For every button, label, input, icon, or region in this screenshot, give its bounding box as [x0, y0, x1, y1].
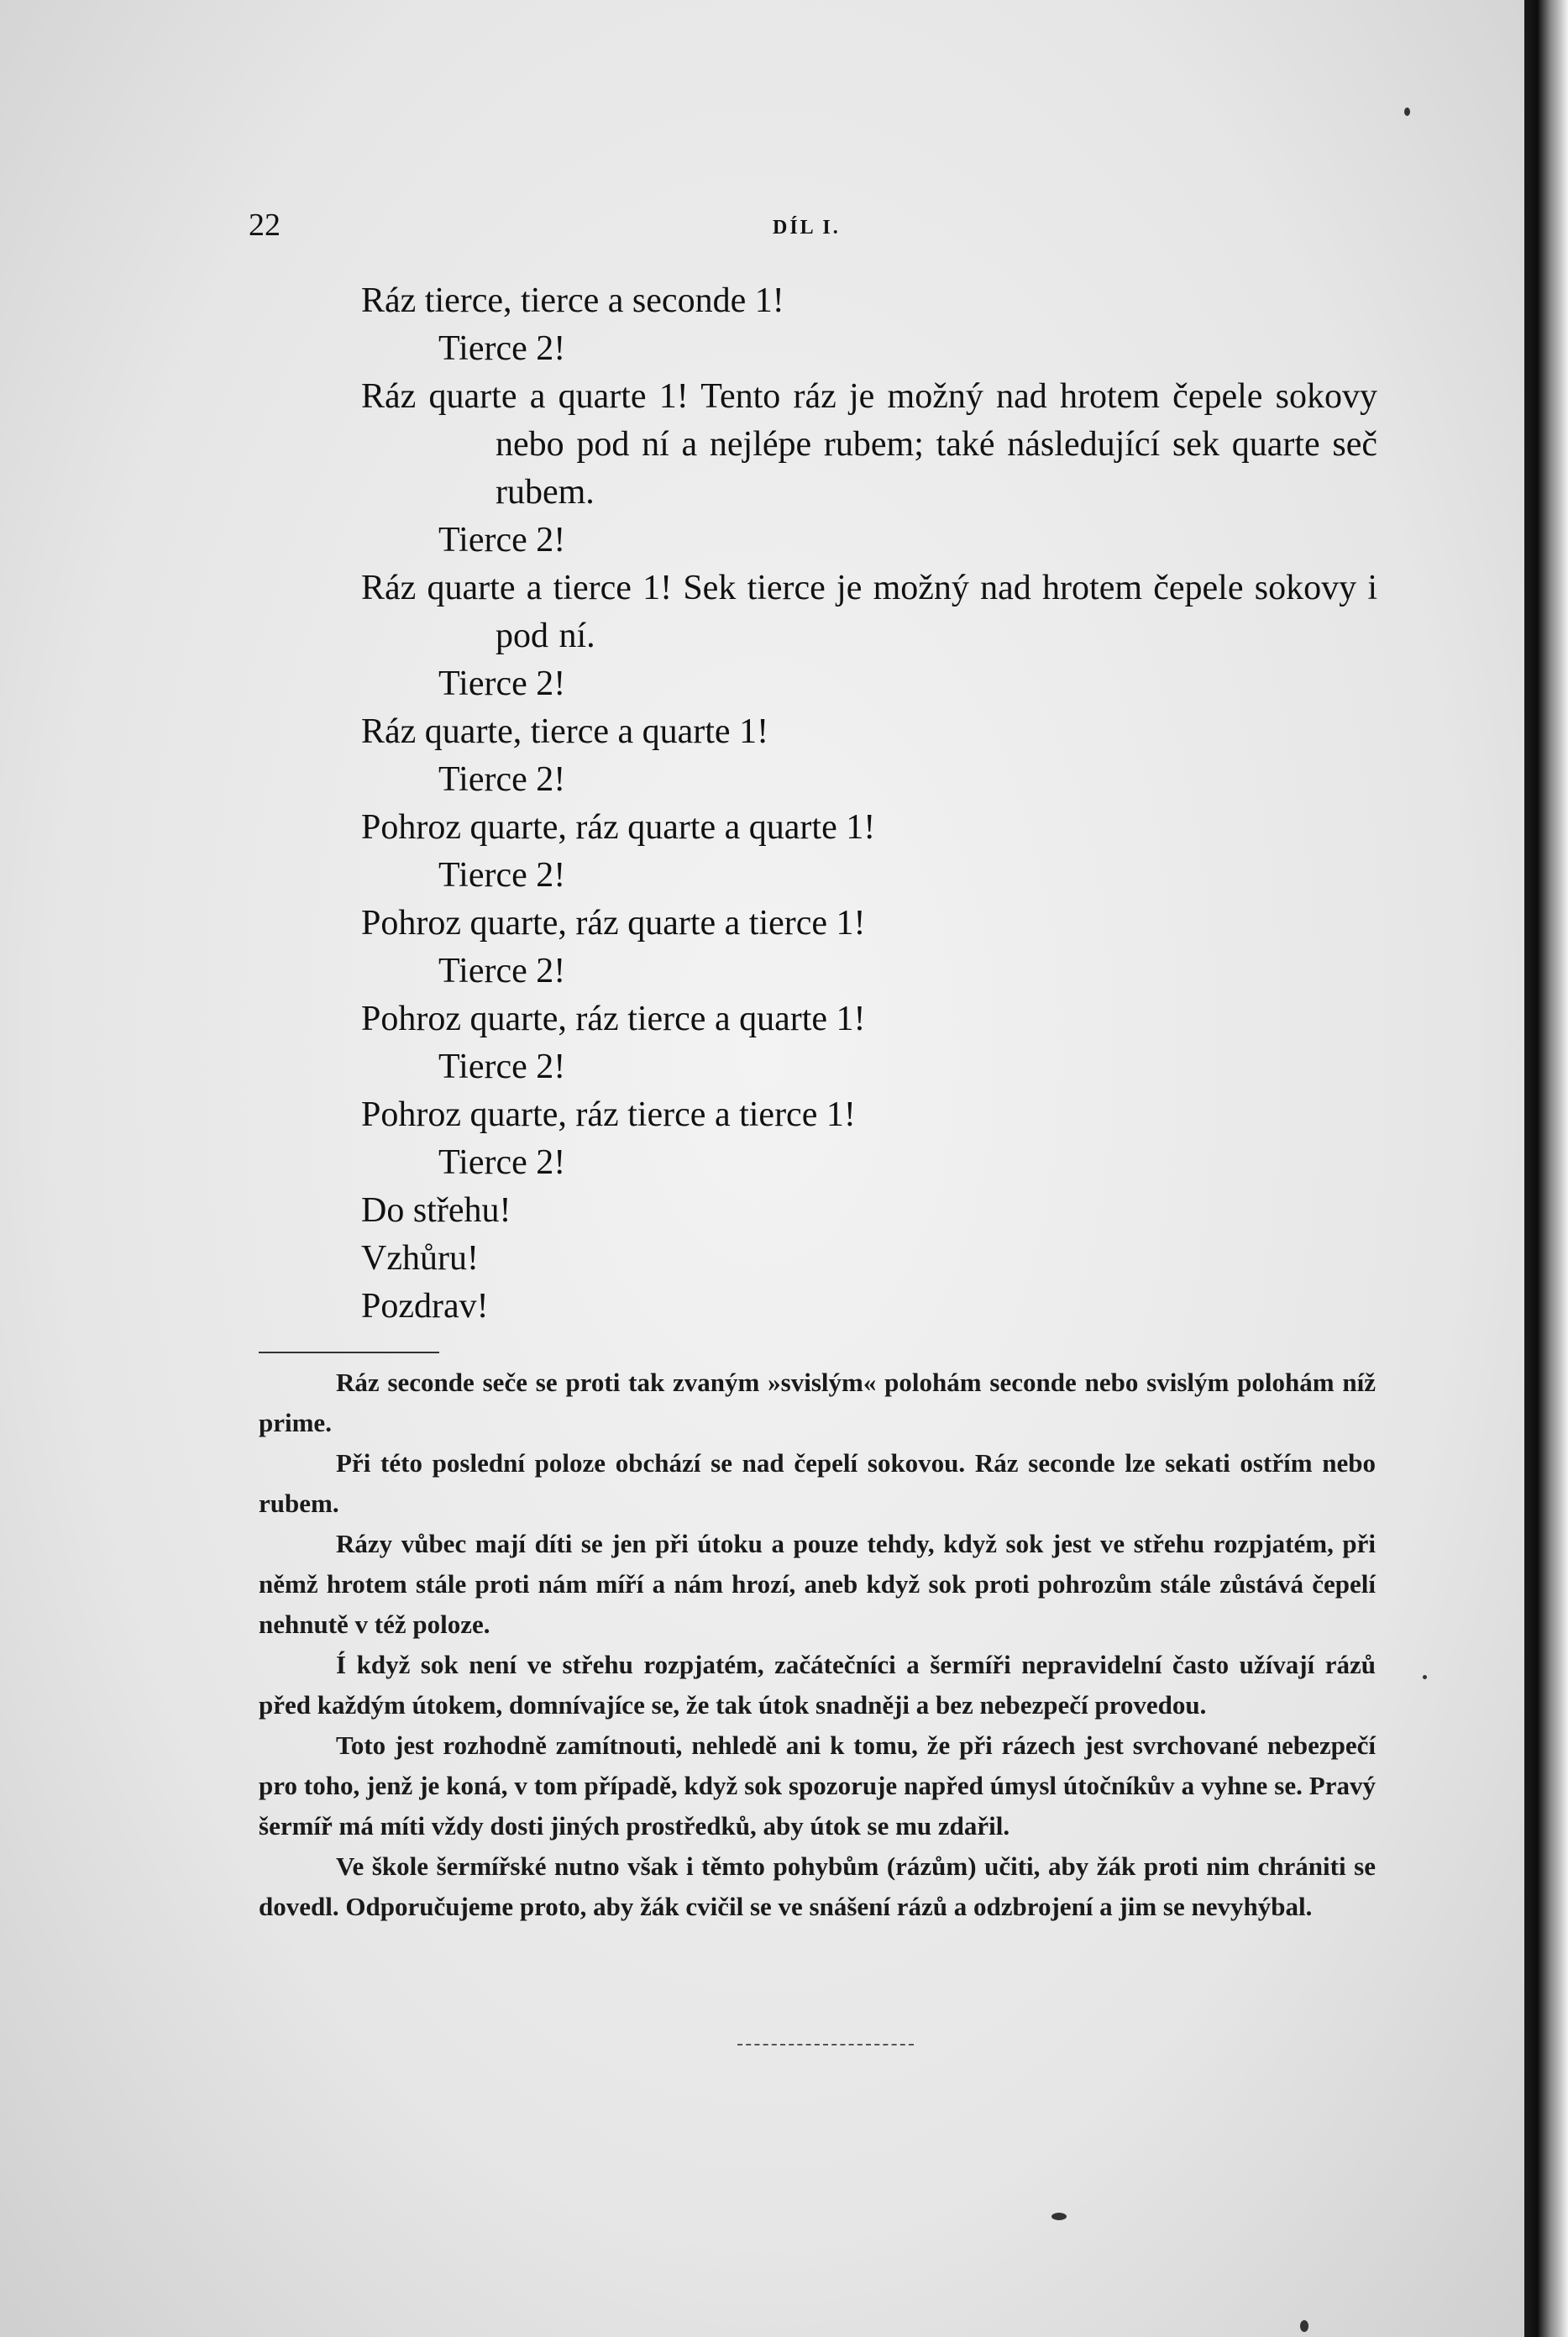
command-line: Ráz quarte, tierce a quarte 1!: [361, 712, 769, 751]
footnote-paragraph: Toto jest rozhodně zamítnouti, nehledě ani k tomu, že při rázech jest svrchované nebezpečí pro toho, jenž je koná, v tom případě, když sok spozoruje napřed úmysl útočníkův a vyhne se. Pravý šermíř má míti vždy dosti jiných prostředků, aby útok se mu zdařil.: [259, 1730, 1376, 1841]
command-line: Tierce 2!: [438, 856, 566, 895]
page-number: 22: [249, 207, 281, 243]
footnotes: [259, 1363, 1376, 1927]
footnote-paragraph: Ráz seconde seče se proti tak zvaným »svislým« polohám seconde nebo svislým polohám níž prime.: [259, 1368, 1376, 1437]
command-line: Pohroz quarte, ráz quarte a tierce 1!: [361, 904, 866, 943]
command-line: Vzhůru!: [361, 1239, 479, 1278]
command-line: Tierce 2!: [438, 329, 566, 368]
command-line: Do střehu!: [361, 1191, 511, 1230]
footnote-paragraph: Při této poslední poloze obchází se nad čepelí sokovou. Ráz seconde lze sekati ostřím nebo rubem.: [259, 1448, 1376, 1518]
command-line: Ráz quarte a tierce 1! Sek tierce je možný nad hrotem čepele sokovy i pod ní.: [361, 569, 1377, 655]
command-line: Pohroz quarte, ráz tierce a tierce 1!: [361, 1095, 856, 1134]
footnote-paragraph: Rázy vůbec mají díti se jen při útoku a pouze tehdy, když sok jest ve střehu rozpjatém, při němž hrotem stále proti nám míří a nám hrozí, aneb když sok proti pohrozům stále zůstává čepelí nehnutě v též poloze.: [259, 1529, 1376, 1639]
scan-speck: [1300, 2320, 1308, 2332]
page-edge-shadow: [1524, 0, 1568, 2337]
footnote-paragraph: Í když sok není ve střehu rozpjatém, začátečníci a šermíři nepravidelní často užívají rázů před každým útokem, domnívajíce se, že tak útok snadněji a bez nebezpečí provedou.: [259, 1650, 1376, 1720]
command-line: Tierce 2!: [438, 1143, 566, 1182]
scan-speck: [1423, 1675, 1427, 1679]
command-line: Tierce 2!: [438, 952, 566, 990]
footnote-divider: [259, 1352, 439, 1353]
scan-speck: [1051, 2213, 1067, 2220]
command-line: Pohroz quarte, ráz quarte a quarte 1!: [361, 808, 876, 847]
command-line: Tierce 2!: [438, 521, 566, 559]
command-line: Tierce 2!: [438, 1048, 566, 1086]
command-line: Pozdrav!: [361, 1287, 489, 1326]
command-line: Tierce 2!: [438, 664, 566, 703]
command-line: Pohroz quarte, ráz tierce a quarte 1!: [361, 1000, 866, 1038]
command-line: Ráz tierce, tierce a seconde 1!: [361, 281, 784, 320]
command-line: Tierce 2!: [438, 760, 566, 799]
page-header: [0, 207, 1524, 249]
scan-speck: [1404, 108, 1410, 116]
footnote-paragraph: Ve škole šermířské nutno však i těmto pohybům (rázům) učiti, aby žák proti nim chrániti se dovedl. Odporučujeme proto, aby žák cvičil se ve snášení rázů a odzbrojení a jim se nevyhýbal.: [259, 1851, 1376, 1921]
command-line: Ráz quarte a quarte 1! Tento ráz je možný nad hrotem čepele sokovy nebo pod ní a nejlépe rubem; také následující sek quarte seč rubem.: [361, 377, 1377, 512]
running-head: DÍL I.: [773, 217, 841, 239]
end-rule: [737, 2044, 914, 2046]
command-list: [361, 277, 1377, 1331]
